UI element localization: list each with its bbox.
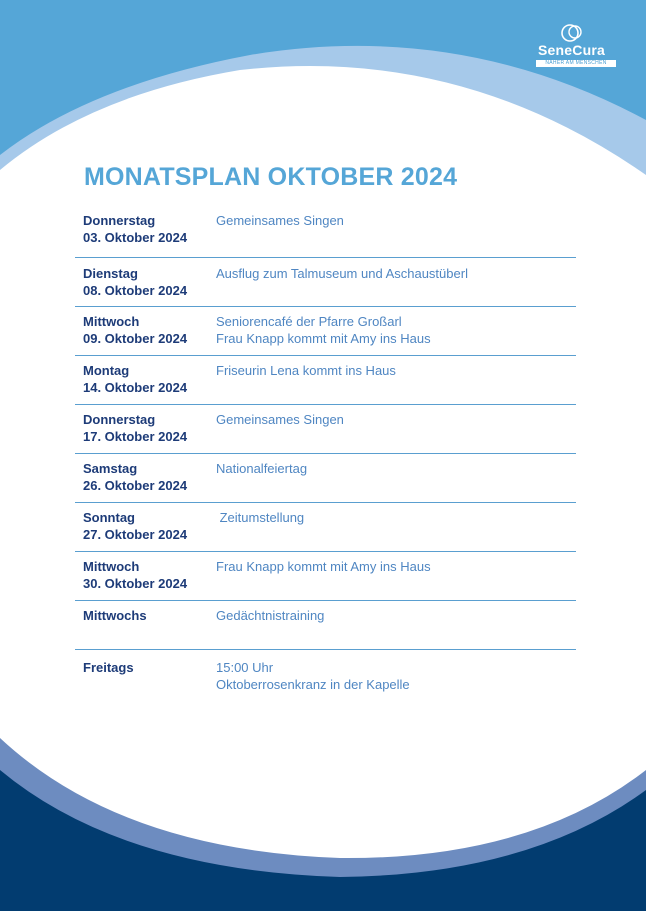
event-date: 08. Oktober 2024 [83,283,188,298]
event-row [75,454,576,503]
event-date: 27. Oktober 2024 [83,527,188,542]
event-day: Montag [83,363,130,378]
event-day: Donnerstag [83,412,156,427]
event-day: Mittwoch [83,559,140,574]
event-row [75,206,576,258]
event-text: Gemeinsames Singen [216,412,344,427]
event-day: Dienstag [83,266,138,281]
event-date: 30. Oktober 2024 [83,576,188,591]
brand-name: SeneCura [538,42,605,58]
event-day: Donnerstag [83,213,156,228]
event-row [75,503,576,552]
event-day: Samstag [83,461,138,476]
event-day: Mittwochs [83,608,147,623]
event-text: Seniorencafé der Pfarre Großarl [216,314,402,329]
event-text: Nationalfeiertag [216,461,308,476]
event-date: 03. Oktober 2024 [83,230,188,245]
event-row [75,650,576,698]
event-row [75,552,576,601]
brand-tagline: NÄHER AM MENSCHEN [536,60,616,67]
event-day: Freitags [83,660,134,675]
event-text: Zeitumstellung [216,510,305,525]
event-row [75,307,576,356]
senecura-swirl-icon [560,22,586,44]
event-text: Gemeinsames Singen [216,213,344,228]
senecura-logo [532,22,618,68]
event-date: 26. Oktober 2024 [83,478,188,493]
event-day: Sonntag [83,510,135,525]
event-row [75,356,576,405]
event-text: Gedächtnistraining [216,608,325,623]
event-date: 14. Oktober 2024 [83,380,188,395]
event-date: 17. Oktober 2024 [83,429,188,444]
event-text: Oktoberrosenkranz in der Kapelle [216,677,410,692]
event-date: 09. Oktober 2024 [83,331,188,346]
event-text: Frau Knapp kommt mit Amy ins Haus [216,331,431,346]
event-text: 15:00 Uhr [216,660,274,675]
event-row [75,258,576,307]
event-row [75,405,576,454]
event-list [75,206,576,698]
event-text: Ausflug zum Talmuseum und Aschaustüberl [216,266,468,281]
event-text: Frau Knapp kommt mit Amy ins Haus [216,559,431,574]
event-day: Mittwoch [83,314,140,329]
event-row [75,601,576,650]
event-text: Friseurin Lena kommt ins Haus [216,363,396,378]
page-title: MONATSPLAN OKTOBER 2024 [84,163,458,191]
